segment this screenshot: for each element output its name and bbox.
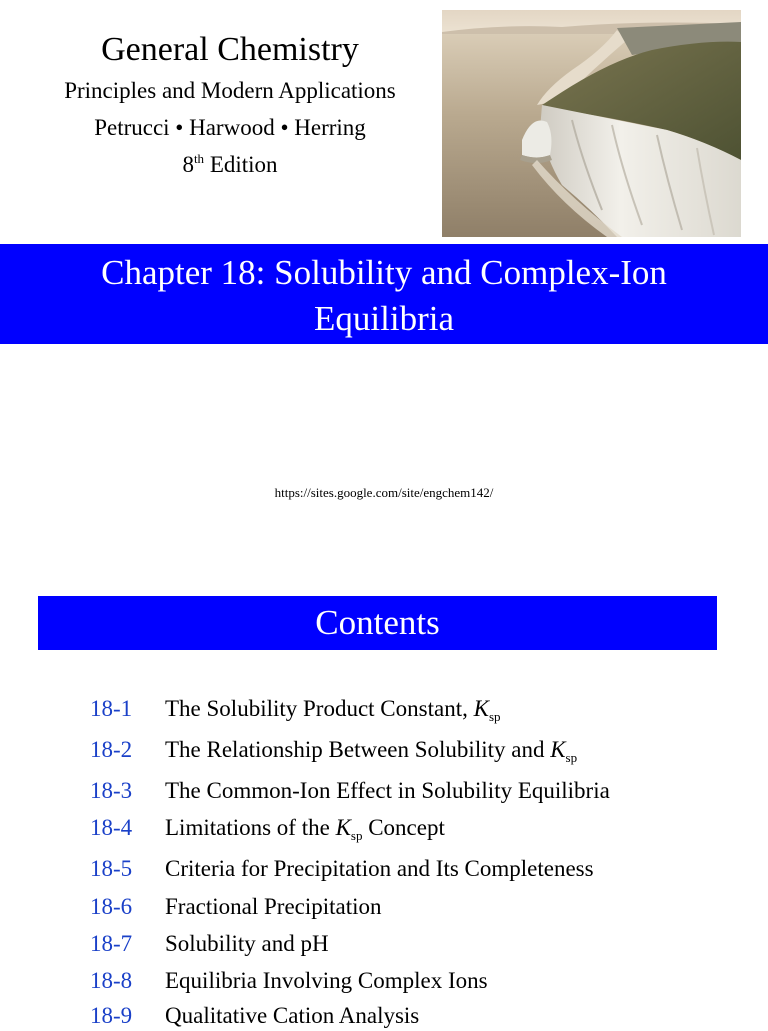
book-title: General Chemistry — [101, 31, 359, 68]
toc-item-18-6[interactable] — [90, 892, 750, 922]
toc-item-18-3[interactable] — [90, 776, 750, 806]
toc-number: 18-9 — [90, 1003, 133, 1028]
contents-heading: Contents — [38, 596, 717, 650]
toc-title — [165, 813, 445, 843]
toc-title: Qualitative Cation Analysis — [165, 1003, 420, 1028]
toc-subscript: sp — [350, 828, 363, 843]
book-authors: Petrucci • Harwood • Herring — [94, 115, 366, 140]
toc-item-18-2[interactable] — [90, 735, 750, 765]
course-url[interactable]: https://sites.google.com/site/engchem142/ — [274, 485, 494, 500]
chapter-banner — [0, 244, 768, 344]
toc-number: 18-5 — [90, 856, 133, 881]
toc-title-text: The Relationship Between Solubility and — [165, 737, 551, 762]
toc-italic: K — [335, 815, 351, 840]
toc-number: 18-3 — [90, 778, 133, 803]
toc-title: Criteria for Precipitation and Its Completeness — [165, 856, 594, 881]
title-block — [0, 28, 460, 183]
toc-item-18-5[interactable] — [90, 854, 750, 884]
toc-title-text: The Solubility Product Constant, — [165, 696, 474, 721]
edition-word: Edition — [209, 152, 278, 177]
book-edition — [0, 146, 460, 183]
edition-number: 8 — [182, 152, 194, 177]
toc-subscript: sp — [565, 750, 578, 765]
cliff-coast-photo — [442, 10, 741, 237]
book-subtitle: Principles and Modern Applications — [64, 78, 396, 103]
toc-title: The Common-Ion Effect in Solubility Equilibria — [165, 778, 610, 803]
toc-title — [165, 735, 577, 765]
toc-title: Solubility and pH — [165, 931, 329, 956]
toc-title-tail: Concept — [362, 815, 445, 840]
toc-item-18-7[interactable] — [90, 929, 750, 959]
chapter-title-line1: Chapter 18: Solubility and Complex-Ion — [101, 253, 667, 292]
toc-number: 18-4 — [90, 815, 133, 840]
toc-number: 18-6 — [90, 894, 133, 919]
edition-suffix: th — [193, 151, 205, 166]
cliff-photo-svg — [442, 10, 741, 237]
toc-italic: K — [473, 696, 489, 721]
chapter-title-line2: Equilibria — [314, 299, 454, 338]
toc-title — [165, 694, 501, 724]
toc-number: 18-2 — [90, 737, 133, 762]
toc-number: 18-1 — [90, 696, 133, 721]
toc-number: 18-8 — [90, 968, 133, 993]
toc-item-18-8[interactable] — [90, 966, 750, 996]
toc-item-18-4[interactable] — [90, 813, 750, 843]
toc-title-text: Limitations of the — [165, 815, 336, 840]
toc-subscript: sp — [488, 709, 501, 724]
toc-item-18-1[interactable] — [90, 694, 750, 724]
toc-italic: K — [550, 737, 566, 762]
toc-number: 18-7 — [90, 931, 133, 956]
toc-title: Equilibria Involving Complex Ions — [165, 968, 488, 993]
toc-title: Fractional Precipitation — [165, 894, 382, 919]
toc-item-18-9[interactable] — [90, 1001, 750, 1031]
